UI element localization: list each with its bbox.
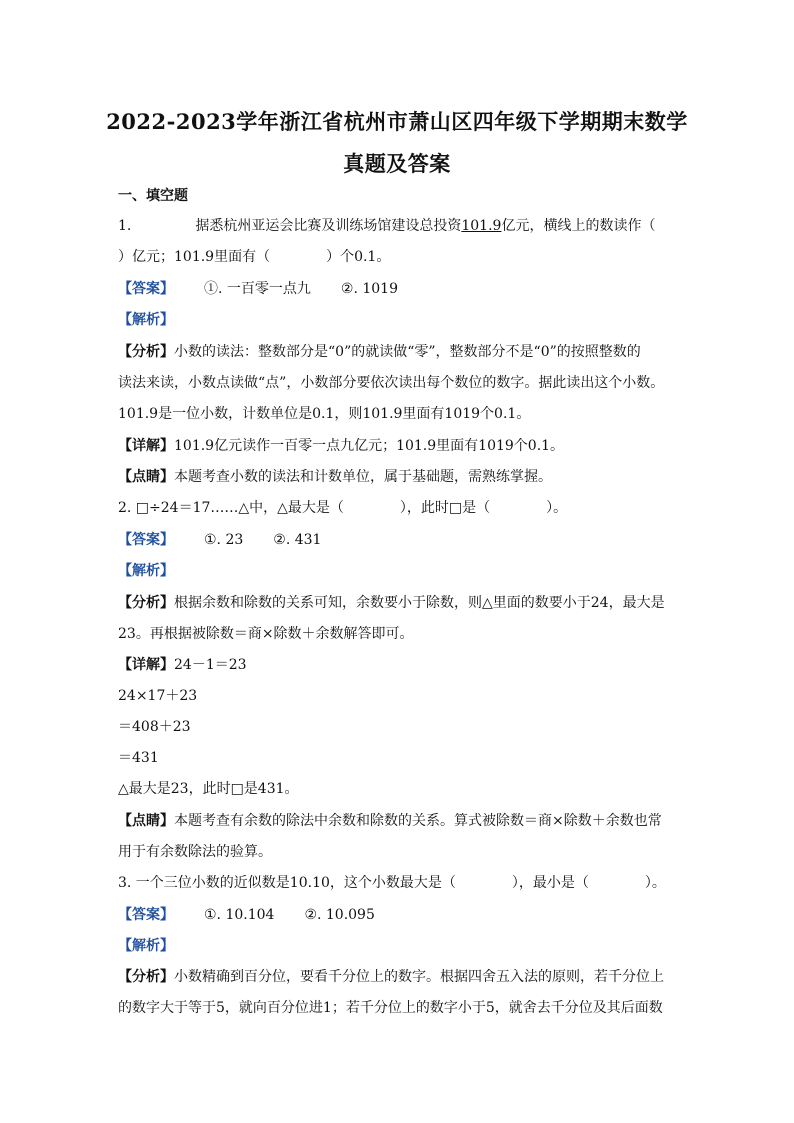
q1-xiangjie bbox=[118, 436, 564, 456]
q1-text-b: 亿元，横线上的数读作（ bbox=[501, 218, 656, 234]
section-heading: 一、填空题 bbox=[118, 188, 188, 204]
q2-dianjing-2: 用于有余数除法的验算。 bbox=[118, 844, 272, 860]
q1-fenxi-3: 101.9是一位小数，计数单位是0.1，则101.9里面有1019个0.1。 bbox=[118, 406, 531, 422]
q1-fenxi-2: 读法来读，小数点读做“点”，小数部分要依次读出每个数位的数字。据此读出这个小数。 bbox=[118, 375, 665, 391]
q1-answer bbox=[118, 279, 398, 299]
q1-answer-2: ②. 1019 bbox=[340, 281, 398, 297]
q3-answer-1: ①. 10.104 bbox=[204, 907, 275, 923]
q3-fenxi-2: 的数字大于等于5，就向百分位进1；若千分位上的数字小于5，就舍去千分位及其后面数 bbox=[118, 1000, 663, 1016]
q3-answer-2: ②. 10.095 bbox=[304, 907, 375, 923]
fenxi-tag: 【分析】 bbox=[118, 969, 174, 985]
q2-answer-2: ②. 431 bbox=[273, 532, 322, 548]
answer-tag: 【答案】 bbox=[118, 532, 174, 548]
q2-calc-1: 24×17＋23 bbox=[118, 688, 198, 704]
q1-number: 1. bbox=[118, 218, 132, 234]
q3-answer bbox=[118, 905, 375, 925]
xiangjie-tag: 【详解】 bbox=[118, 657, 174, 673]
q2-xiangjie bbox=[118, 655, 247, 675]
answer-tag: 【答案】 bbox=[118, 281, 174, 297]
q2-fenxi-1 bbox=[118, 593, 665, 613]
q1-line2: ）亿元；101.9里面有（ ）个0.1。 bbox=[118, 249, 391, 265]
q1-dianjing-text: 本题考查小数的读法和计数单位，属于基础题，需熟练掌握。 bbox=[174, 469, 552, 485]
dianjing-tag: 【点睛】 bbox=[118, 813, 174, 829]
q3-jiexi-tag: 【解析】 bbox=[118, 938, 174, 954]
q2-dianjing bbox=[118, 811, 662, 831]
q2-xiangjie-text: 24－1＝23 bbox=[174, 657, 247, 673]
q2-conclusion: △最大是23，此时□是431。 bbox=[118, 781, 299, 797]
q2-fenxi-text-1: 根据余数和除数的关系可知，余数要小于除数，则△里面的数要小于24，最大是 bbox=[174, 595, 665, 611]
fenxi-tag: 【分析】 bbox=[118, 595, 174, 611]
page-title-line1: 2022-2023学年浙江省杭州市萧山区四年级下学期期末数学 bbox=[106, 109, 688, 134]
q2-calc-3: ＝431 bbox=[118, 750, 159, 766]
q1-fenxi-text-1: 小数的读法：整数部分是“0”的就读做“零”，整数部分不是“0”的按照整数的 bbox=[174, 344, 641, 360]
dianjing-tag: 【点睛】 bbox=[118, 469, 174, 485]
q2-answer-1: ①. 23 bbox=[204, 532, 244, 548]
q2-line: 2. □÷24＝17……△中，△最大是（ ），此时□是（ ）。 bbox=[118, 500, 568, 516]
q2-calc-2: ＝408＋23 bbox=[118, 719, 191, 735]
q2-jiexi-tag: 【解析】 bbox=[118, 563, 174, 579]
xiangjie-tag: 【详解】 bbox=[118, 438, 174, 454]
q1-fenxi-1 bbox=[118, 342, 641, 362]
q1-xiangjie-text: 101.9亿元读作一百零一点九亿元；101.9里面有1019个0.1。 bbox=[174, 438, 565, 454]
q1-underlined-value: 101.9 bbox=[461, 218, 502, 234]
fenxi-tag: 【分析】 bbox=[118, 344, 174, 360]
page-title-line2: 真题及答案 bbox=[343, 151, 451, 176]
q1-text-a: 据悉杭州亚运会比赛及训练场馆建设总投资 bbox=[195, 218, 462, 234]
q1-line1 bbox=[118, 216, 655, 236]
q1-answer-1: ①. 一百零一点九 bbox=[204, 281, 311, 297]
q3-fenxi-text-1: 小数精确到百分位，要看千分位上的数字。根据四舍五入法的原则，若千分位上 bbox=[174, 969, 664, 985]
q2-answer bbox=[118, 530, 321, 550]
q1-jiexi-tag: 【解析】 bbox=[118, 312, 174, 328]
q2-dianjing-text-1: 本题考查有余数的除法中余数和除数的关系。算式被除数＝商×除数＋余数也常 bbox=[174, 813, 662, 829]
answer-tag: 【答案】 bbox=[118, 907, 174, 923]
q1-dianjing bbox=[118, 467, 552, 487]
q3-fenxi-1 bbox=[118, 967, 664, 987]
q3-line: 3. 一个三位小数的近似数是10.10，这个小数最大是（ ），最小是（ ）。 bbox=[118, 875, 666, 891]
q2-fenxi-2: 23。再根据被除数＝商×除数＋余数解答即可。 bbox=[118, 626, 414, 642]
